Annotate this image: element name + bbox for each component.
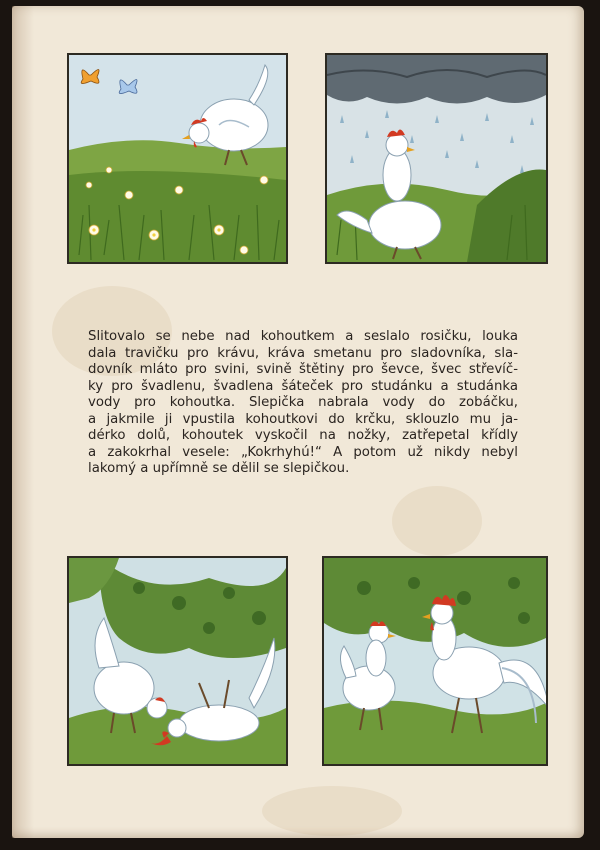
story-line: ky pro švadlenu, švadlena šáteček pro studánku a studánka bbox=[88, 378, 518, 394]
story-line: vody pro kohoutka. Slepička nabrala vody do zobáčku, bbox=[88, 395, 518, 410]
illustration-hen-waters-rooster bbox=[67, 556, 288, 766]
illustration-hen-and-rooster bbox=[322, 556, 548, 766]
story-line: Slitovalo se nebe nad kohoutkem a seslalo rosičku, louka bbox=[88, 329, 518, 344]
story-line: dérko dolů, kohoutek vyskočil na nožky, zatřepetal křídly bbox=[88, 428, 518, 443]
hen-waters-rooster-svg bbox=[69, 558, 286, 764]
illustration-hen-rain bbox=[325, 53, 548, 264]
paper-stain bbox=[262, 786, 402, 836]
illustration-hen-meadow bbox=[67, 53, 288, 264]
paper-stain bbox=[392, 486, 482, 556]
story-line: a jakmile ji vpustila kohoutkovi do krčku, sklouzlo mu ja- bbox=[88, 411, 518, 427]
story-line: lakomý a upřímně se dělil se slepičkou. bbox=[88, 461, 350, 476]
story-line: dovník mláto pro svini, svině štětiny pro ševce, švec střevíč- bbox=[88, 362, 518, 377]
hen-and-rooster-svg bbox=[324, 558, 546, 764]
hen-rain-svg bbox=[327, 55, 546, 262]
story-line: a zakokrhal vesele: „Kokrhyhú!“ A potom už nikdy nebyl bbox=[88, 444, 518, 460]
story-line: dala travičku pro krávu, kráva smetanu pro sladovníka, sla- bbox=[88, 345, 518, 361]
story-text bbox=[88, 329, 518, 478]
hen-meadow-svg bbox=[69, 55, 286, 262]
